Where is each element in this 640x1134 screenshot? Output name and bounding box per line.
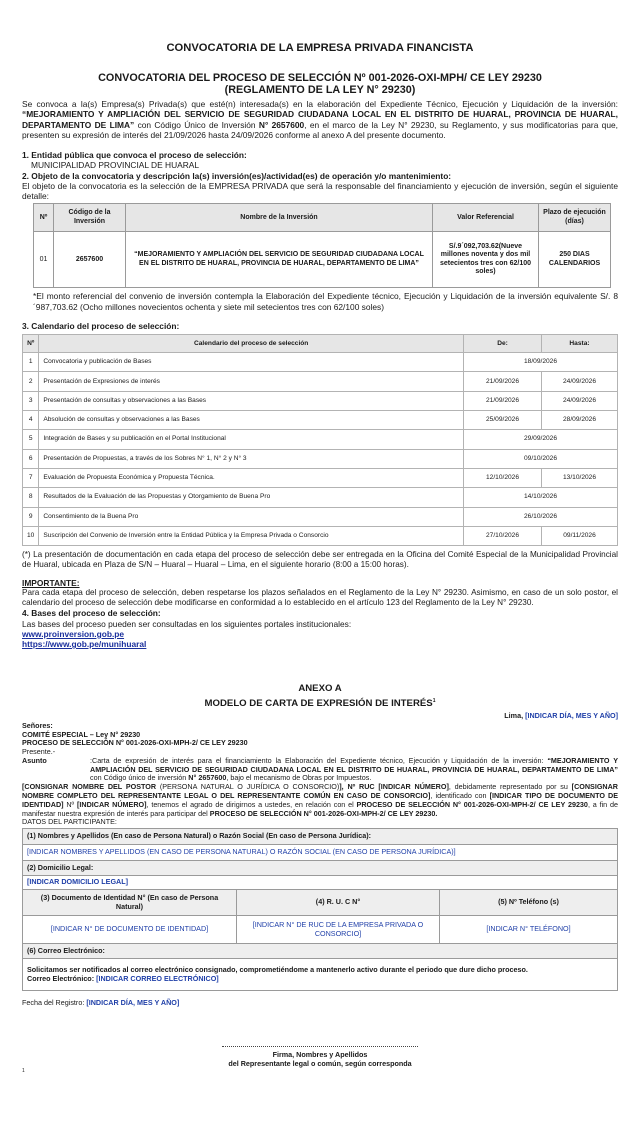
table-row — [23, 372, 618, 391]
process-title: CONVOCATORIA DEL PROCESO DE SELECCIÓN Nº 001-2026-OXI-MPH/ CE LEY 29230 — [98, 71, 542, 84]
form-label-id: (3) Documento de Identidad N° (En caso de Persona Natural) — [23, 890, 237, 916]
form-email-notice: Solicitamos ser notificados al correo electrónico consignado, comprometiéndome a mantenerlo activo durante el periodo que dure dicho proceso. — [27, 964, 528, 974]
asunto-e: , bajo el mecanismo de Obras por Impuestos. — [226, 773, 372, 783]
section-1-body: MUNICIPALIDAD PROVINCIAL DE HUARAL — [31, 160, 199, 171]
letter-span: , identificado con — [430, 791, 490, 800]
cal-to: 09/11/2026 — [542, 526, 618, 545]
annex-subtitle — [22, 698, 618, 709]
intro-code: N° 2657600 — [258, 119, 305, 130]
section-4-body: Las bases del proceso pueden ser consultadas en los siguientes portales institucionales: — [22, 618, 352, 629]
signature-line-1: Firma, Nombres y Apellidos — [272, 1050, 368, 1059]
cal-num: 1 — [23, 353, 39, 372]
form-label-email: (6) Correo Electrónico: — [23, 944, 618, 959]
cal-to: 13/10/2026 — [542, 468, 618, 487]
letter-body — [22, 783, 618, 818]
cal-num: 4 — [23, 411, 39, 430]
inv-num: 01 — [34, 232, 54, 288]
inv-col-code: Código de la Inversión — [54, 204, 126, 232]
table-row — [23, 488, 618, 507]
cal-from: 21/09/2026 — [464, 372, 542, 391]
table-row — [23, 468, 618, 487]
participant-form — [22, 828, 618, 991]
asunto-d: N° 2657600 — [188, 773, 227, 783]
table-row — [23, 507, 618, 526]
cal-col-to: Hasta: — [542, 335, 618, 353]
letter-span: [CONSIGNAR NOMBRE DEL POSTOR — [22, 782, 157, 792]
calendar-table — [22, 334, 618, 546]
section-1-title: 1. Entidad pública que convoca el proceso de selección: — [22, 150, 247, 161]
form-value-id[interactable]: [INDICAR N° DE DOCUMENTO DE IDENTIDAD] — [23, 916, 237, 944]
form-email-label: Correo Electrónico: — [27, 973, 97, 983]
section-2-body: El objeto de la convocatoria es la selección de la EMPRESA PRIVADA que será la responsable del financiamiento y ejecución de inversión, según el siguiente detalle: — [22, 180, 618, 202]
cal-name: Presentación de Propuestas, a través de los Sobres N° 1, N° 2 y N° 3 — [39, 449, 464, 468]
cal-from: 21/09/2026 — [464, 391, 542, 410]
cal-to: 24/09/2026 — [542, 372, 618, 391]
form-value-name[interactable]: [INDICAR NOMBRES Y APELLIDOS (EN CASO DE PERSONA NATURAL) O RAZÓN SOCIAL (EN CASO DE PERSONA JURÍDICA)] — [23, 845, 618, 861]
inv-col-term: Plazo de ejecución (días) — [539, 204, 611, 232]
letter-span: [CONSIGNAR NOMBRE COMPLETO DEL REPRESENTANTE LEGAL O DEL REPRESENTANTE COMÚN EN CASO DE CONSORCIO] — [22, 782, 618, 800]
place-date — [22, 712, 618, 721]
cal-col-name: Calendario del proceso de selección — [39, 335, 464, 353]
letter-span: , debidamente representado por su — [448, 782, 572, 792]
inv-value: S/.9´092,703.62(Nueve millones noventa y dos mil setecientos tres con 62/100 soles) — [433, 232, 539, 288]
cal-date: 26/10/2026 — [464, 507, 618, 526]
table-row — [23, 430, 618, 449]
process-subtitle: (REGLAMENTO DE LA LEY N° 29230) — [224, 84, 416, 97]
addressee-block — [22, 722, 618, 757]
letter-span: , a fin de manifestar nuestra expresión de interés para participar del — [22, 799, 618, 818]
cal-name: Presentación de consultas y observaciones a las Bases — [39, 391, 464, 410]
asunto-c: con Código único de inversión — [90, 773, 189, 783]
letter-span: Nº — [63, 799, 77, 809]
cal-date: 09/10/2026 — [464, 449, 618, 468]
investment-table — [33, 203, 611, 288]
intro-text-2: con Código Único de Inversión — [134, 119, 259, 130]
letter-span: [INDICAR NÚMERO] — [378, 782, 449, 792]
form-label-phone: (5) Nº Teléfono (s) — [440, 890, 618, 916]
form-value-email[interactable]: [INDICAR CORREO ELECTRÓNICO] — [96, 973, 219, 983]
asunto-text — [90, 757, 618, 783]
link-proinversion[interactable]: www.proinversion.gob.pe — [22, 628, 125, 639]
form-value-ruc[interactable]: [INDICAR N° DE RUC DE LA EMPRESA PRIVADA O CONSORCIO] — [237, 916, 440, 944]
cal-num: 5 — [23, 430, 39, 449]
annex-title: ANEXO A — [298, 683, 342, 695]
cal-name: Integración de Bases y su publicación en el Portal Institucional — [39, 430, 464, 449]
section-4-title: 4. Bases del proceso de selección: — [22, 608, 161, 619]
place-date-fill: [INDICAR DÍA, MES Y AÑO] — [525, 710, 618, 720]
letter-span: [INDICAR TIPO DE DOCUMENTO DE IDENTIDAD] — [22, 791, 618, 809]
table-row — [23, 391, 618, 410]
annex-subtitle-text: MODELO DE CARTA DE EXPRESIÓN DE INTERÉS — [204, 697, 433, 709]
cal-date: 14/10/2026 — [464, 488, 618, 507]
cal-num: 7 — [23, 468, 39, 487]
registration-date-label: Fecha del Registro: — [22, 998, 87, 1008]
letter-span: (PERSONA NATURAL O JURÍDICA O CONSORCIO) — [156, 782, 340, 792]
form-label-ruc: (4) R. U. C N° — [237, 890, 440, 916]
letter-span: , tenemos el agrado de dirigirnos a ustedes, en relación con el — [146, 799, 357, 809]
cal-name: Suscripción del Convenio de Inversión entre la Entidad Pública y la Empresa Privada o Consorcio — [39, 526, 464, 545]
table-row — [23, 353, 618, 372]
signature-block — [150, 1051, 490, 1069]
cal-date: 29/09/2026 — [464, 430, 618, 449]
table-row — [34, 232, 611, 288]
cal-col-num: Nº — [23, 335, 39, 353]
addressee-line: PROCESO DE SELECCIÓN N° 001-2026-OXI-MPH-2/ CE LEY 29230 — [22, 738, 248, 748]
table-row — [23, 449, 618, 468]
signature-line-2: del Representante legal o común, según corresponda — [228, 1058, 412, 1068]
inv-col-value: Valor Referencial — [433, 204, 539, 232]
asunto-b: “MEJORAMIENTO Y AMPLIACIÓN DEL SERVICIO DE SEGURIDAD CIUDADANA LOCAL EN EL DISTRITO DE HUARAL, PROVINCIA DE HUARAL, DEPARTAMENTO DE LIMA” — [90, 755, 618, 774]
place-date-label: Lima, — [504, 710, 526, 720]
addressee-line: COMITÉ ESPECIAL – Ley N° 29230 — [22, 729, 141, 739]
cal-date: 18/09/2026 — [464, 353, 618, 372]
link-munihuaral[interactable]: https://www.gob.pe/munihuaral — [22, 639, 147, 650]
intro-text: Se convoca a la(s) Empresa(s) Privada(s) que esté(n) interesada(s) en la elaboración del Expediente Técnico, Ejecución y Liquidación de la inversión: — [22, 99, 618, 110]
section-3-title: 3. Calendario del proceso de selección: — [22, 320, 180, 331]
annex-footnote-ref: 1 — [432, 697, 436, 704]
table-row — [23, 526, 618, 545]
cal-name: Absolución de consultas y observaciones a las Bases — [39, 411, 464, 430]
letter-span: PROCESO DE SELECCIÓN N° 001-2026-OXI-MPH-2/ CE LEY 29230 — [356, 799, 588, 809]
cal-num: 6 — [23, 449, 39, 468]
inv-name: “MEJORAMIENTO Y AMPLIACIÓN DEL SERVICIO DE SEGURIDAD CIUDADANA LOCAL EN EL DISTRITO DE HUARAL, PROVINCIA DE HUARAL, DEPARTAMENTO DE LIMA” — [126, 232, 433, 288]
participant-data-label: DATOS DEL PARTICIPANTE: — [22, 817, 117, 827]
cal-to: 28/09/2026 — [542, 411, 618, 430]
form-value-address[interactable]: [INDICAR DOMICILIO LEGAL] — [23, 876, 618, 890]
inv-col-num: Nº — [34, 204, 54, 232]
important-title: IMPORTANTE: — [22, 578, 80, 589]
form-email-block — [23, 959, 618, 991]
cal-name: Consentimiento de la Buena Pro — [39, 507, 464, 526]
cal-num: 9 — [23, 507, 39, 526]
cal-to: 24/09/2026 — [542, 391, 618, 410]
signature-line — [222, 1046, 418, 1047]
addressee-line: Señores: — [22, 720, 53, 730]
doc-title: CONVOCATORIA DE LA EMPRESA PRIVADA FINANCISTA — [166, 42, 474, 54]
asunto-label: Asunto — [22, 755, 47, 765]
inv-col-name: Nombre de la Inversión — [126, 204, 433, 232]
section-2-title: 2. Objeto de la convocatoria y descripción la(s) inversión(es)/actividad(es) de operación y/o mantenimiento: — [22, 170, 452, 181]
asunto-a: :Carta de expresión de interés para el financiamiento la Elaboración del Expediente técnico, Ejecución y Liquidación de la inversión: — [90, 755, 548, 765]
form-value-phone[interactable]: [INDICAR N° TELÉFONO] — [440, 916, 618, 944]
cal-num: 8 — [23, 488, 39, 507]
registration-date — [22, 999, 618, 1008]
important-body: Para cada etapa del proceso de selección, deben respetarse los plazos señalados en el Reglamento de la Ley N° 29230. Asimismo, en caso de un solo postor, el calendario del proceso de selección debe modificarse en conformidad a lo establecido en el artículo 123 del Reglamento de la Ley N° 29230. — [22, 588, 618, 608]
cal-name: Convocatoria y publicación de Bases — [39, 353, 464, 372]
form-label-address: (2) Domicilio Legal: — [23, 861, 618, 876]
cal-name: Resultados de la Evaluación de las Propuestas y Otorgamiento de Buena Pro — [39, 488, 464, 507]
table-row — [23, 411, 618, 430]
addressee-line: Presente.- — [22, 747, 56, 757]
cal-from: 27/10/2026 — [464, 526, 542, 545]
letter-span: PROCESO DE SELECCIÓN N° 001-2026-OXI-MPH-2/ CE LEY 29230. — [209, 808, 438, 818]
form-label-name: (1) Nombres y Apellidos (En caso de Persona Natural) o Razón Social (En caso de Persona Jurídica): — [23, 829, 618, 845]
cal-name: Presentación de Expresiones de interés — [39, 372, 464, 391]
intro-paragraph — [22, 99, 618, 140]
cal-col-from: De: — [464, 335, 542, 353]
intro-project-name: “MEJORAMIENTO Y AMPLIACIÓN DEL SERVICIO DE SEGURIDAD CIUDADANA LOCAL EN EL DISTRITO DE HUARAL, PROVINCIA DE HUARAL, DEPARTAMENTO DE LIMA” — [22, 109, 618, 130]
inv-term: 250 DIAS CALENDARIOS — [539, 232, 611, 288]
letter-span: ], Nº RUC — [339, 782, 379, 792]
cal-from: 25/09/2026 — [464, 411, 542, 430]
intro-text-3: , en el marco de la Ley N° 29230, su Reglamento, y sus modificatorias para que, presenten su expresión de interés del 21/09/2026 hasta 24/09/2026 conforme al anexo A del presente documento. — [22, 119, 618, 140]
registration-date-fill[interactable]: [INDICAR DÍA, MES Y AÑO] — [86, 998, 180, 1008]
cal-num: 3 — [23, 391, 39, 410]
inv-code: 2657600 — [54, 232, 126, 288]
asunto-block — [22, 757, 618, 783]
letter-span: [INDICAR NÚMERO] — [77, 799, 147, 809]
docs-note: (*) La presentación de documentación en cada etapa del proceso de selección debe ser entregada en la Oficina del Comité Especial de la Municipalidad Provincial de Huaral, ubicada en Plaza de S/N – Huaral – Huaral – Lima, en el siguiente horario (8:00 a 15:00 horas). — [22, 550, 618, 570]
amount-note: *El monto referencial del convenio de inversión contempla la Elaboración del Expediente técnico, Ejecución y Liquidación de la inversión equivalente S/. 8´987,703.62 (Ocho millones novecientos ochenta y siete mil setecientos tres con 62/100 soles) — [33, 291, 618, 312]
cal-from: 12/10/2026 — [464, 468, 542, 487]
cal-num: 10 — [23, 526, 39, 545]
cal-name: Evaluación de Propuesta Económica y Propuesta Técnica. — [39, 468, 464, 487]
footnote-mark: 1 — [22, 1068, 25, 1074]
cal-num: 2 — [23, 372, 39, 391]
